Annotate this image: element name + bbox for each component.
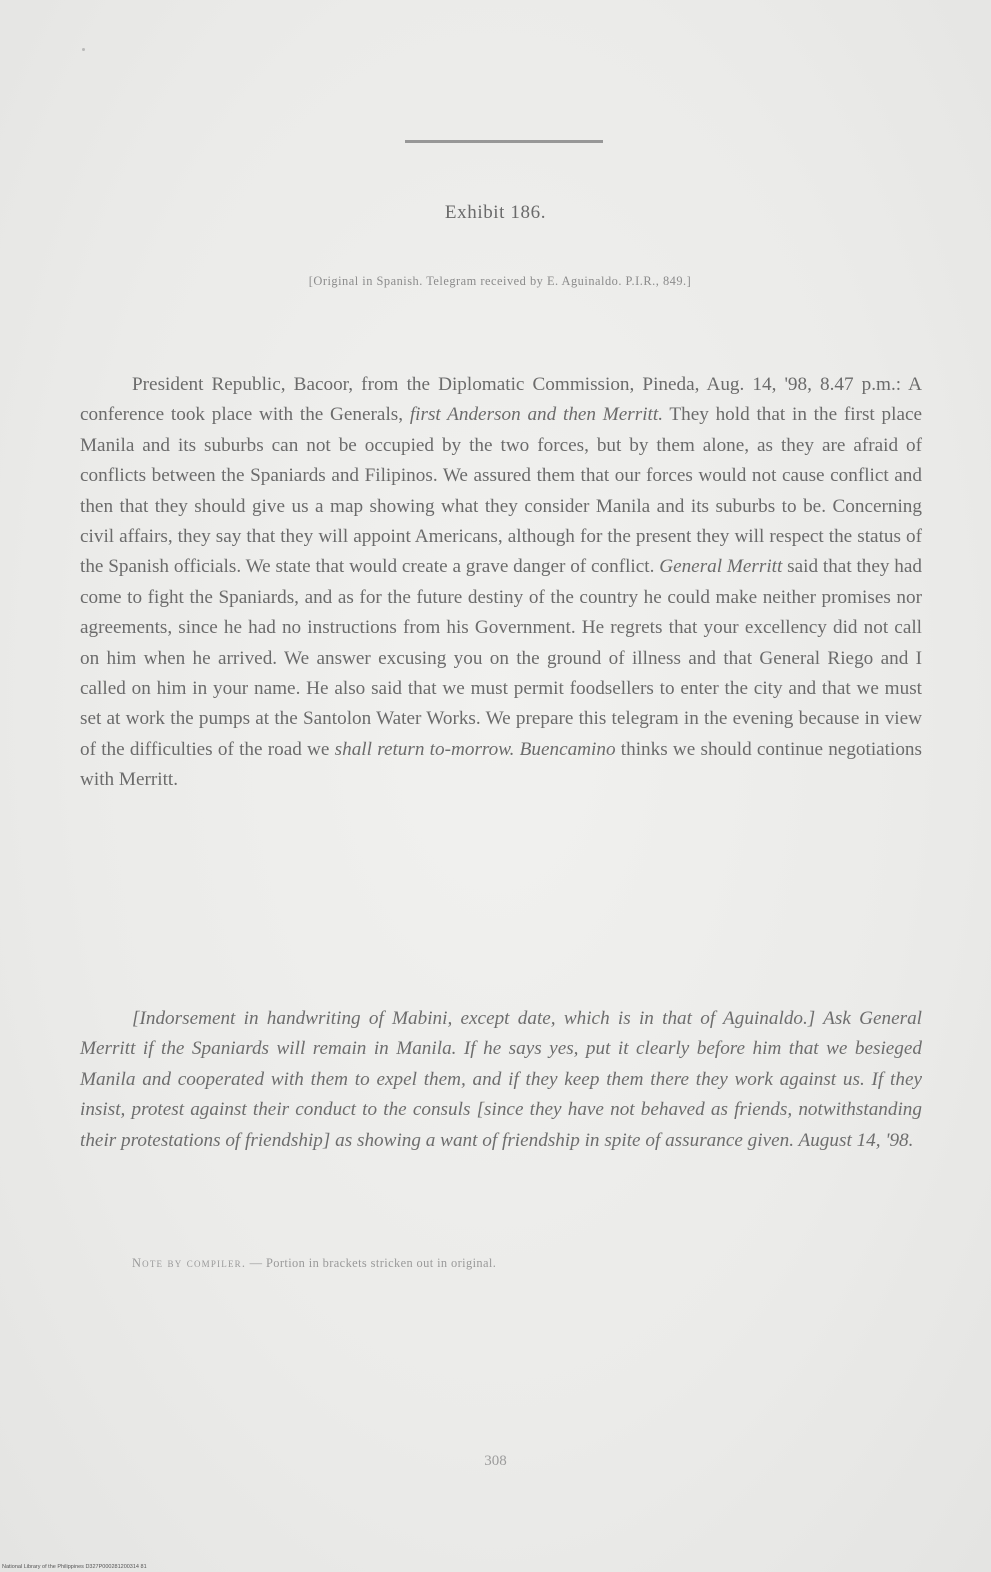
compiler-note-label: Note by compiler. <box>132 1256 247 1270</box>
footer-stamp: National Library of the Philippines D327P000281200314 81 <box>2 1564 147 1570</box>
page-number: 308 <box>484 1453 507 1469</box>
body-text-italic: General Merritt <box>659 556 783 578</box>
compiler-note-text: — Portion in brackets stricken out in original. <box>246 1256 497 1270</box>
source-note: [Original in Spanish. Telegram received by E. Aguinaldo. P.I.R., 849.] <box>308 274 692 288</box>
body-text-part: They hold that in the first place Manila and its suburbs can not be occupied by the two forces, but by them alone, as they are afraid of conflicts between the Spaniards and Filipinos. We assured them that our forces would not cause conflict and then that they should give us a map showing what they consider Manila and its suburbs to be. Concerning civil affairs, they say that they will appoint Americans, although for the present they will respect the status of the Spanish officials. We state that would create a grave danger of conflict. <box>80 404 922 578</box>
scan-speck <box>82 48 85 51</box>
body-text-part: President Republic, Bacoor, from the Diplomatic Commission, Pineda, Aug. 14, '98, 8.47 p.m.: A conference took place with the Generals, <box>80 374 922 426</box>
telegram-body <box>80 370 922 796</box>
exhibit-title: Exhibit 186. <box>444 202 547 223</box>
body-text-italic: shall return to-morrow. Buencamino <box>334 738 616 760</box>
body-text-italic: first Anderson and then Merritt. <box>409 404 663 426</box>
endorsement-paragraph: [Indorsement in handwriting of Mabini, except date, which is in that of Aguinaldo.] Ask General Merritt if the Spaniards will remain in Manila. If he says yes, put it clearly before him that we besieged Manila and cooperated with them to expel them, and if they keep them there they work against us. If they insist, protest against their conduct to the consuls [since they have not behaved as friends, notwithstanding their protestations of friendship] as showing a want of friendship in spite of assurance given. August 14, '98. <box>80 1008 922 1151</box>
body-text-part: said that they had come to fight the Spaniards, and as for the future destiny of the country he could make neither promises nor agreements, since he had no instructions from his Government. He regrets that your excellency did not call on him when he arrived. We answer excusing you on the ground of illness and that General Riego and I called on him in your name. He also said that we must permit foodsellers to enter the city and that we must set at work the pumps at the Santolon Water Works. We prepare this telegram in the evening because in view of the difficulties of the road we <box>80 556 923 760</box>
compiler-note <box>132 1256 496 1271</box>
body-text-part: thinks we should continue negotiations with Merritt. <box>80 738 922 791</box>
top-rule-divider <box>405 140 603 143</box>
